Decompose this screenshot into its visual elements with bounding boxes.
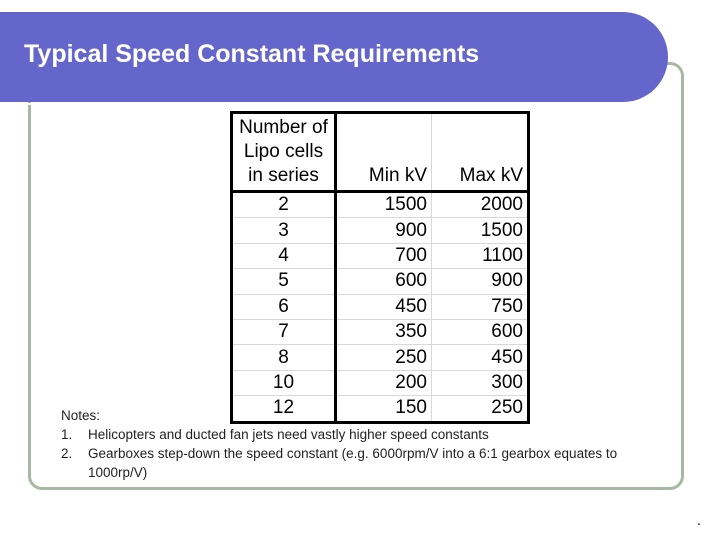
- slide-title: Typical Speed Constant Requirements: [24, 40, 480, 68]
- table-row: [232, 294, 529, 319]
- cell-max-kv: 300: [432, 370, 529, 395]
- note-number: 2.: [61, 446, 73, 461]
- table-row: [232, 192, 529, 218]
- cell-count: 3: [232, 218, 336, 243]
- title-underline: [0, 103, 638, 105]
- table-header-row: [232, 113, 529, 192]
- note-text: Gearboxes step-down the speed constant (e.g. 6000rpm/V into a 6:1 gearbox equates to 1000rp/V): [88, 446, 618, 480]
- cell-min-kv: 200: [336, 370, 432, 395]
- table-row: [232, 218, 529, 243]
- cell-min-kv: 900: [336, 218, 432, 243]
- cell-count: 5: [232, 269, 336, 294]
- footer-mark: .: [697, 512, 701, 528]
- cell-max-kv: 450: [432, 345, 529, 370]
- table-row: [232, 243, 529, 268]
- table-row: [232, 345, 529, 370]
- cell-max-kv: 250: [432, 396, 529, 422]
- cell-max-kv: 2000: [432, 192, 529, 218]
- header-min-kv: Min kV: [336, 113, 432, 192]
- cell-max-kv: 1500: [432, 218, 529, 243]
- table-row: [232, 370, 529, 395]
- notes-list: [61, 425, 661, 482]
- cell-count: 12: [232, 396, 336, 422]
- cell-min-kv: 700: [336, 243, 432, 268]
- cell-min-kv: 1500: [336, 192, 432, 218]
- cell-count: 10: [232, 370, 336, 395]
- cell-min-kv: 350: [336, 319, 432, 344]
- cell-min-kv: 600: [336, 269, 432, 294]
- notes-heading: Notes:: [61, 408, 101, 423]
- header-cells: Number of Lipo cells in series: [232, 113, 336, 192]
- cell-max-kv: 750: [432, 294, 529, 319]
- table-row: [232, 319, 529, 344]
- cell-count: 8: [232, 345, 336, 370]
- note-text: Helicopters and ducted fan jets need vastly higher speed constants: [88, 427, 489, 442]
- cell-max-kv: 600: [432, 319, 529, 344]
- cell-max-kv: 1100: [432, 243, 529, 268]
- cell-min-kv: 250: [336, 345, 432, 370]
- cell-count: 6: [232, 294, 336, 319]
- note-item: [61, 425, 661, 444]
- note-number: 1.: [61, 427, 73, 442]
- cell-min-kv: 450: [336, 294, 432, 319]
- speed-constant-table: [230, 111, 530, 424]
- cell-count: 2: [232, 192, 336, 218]
- table-row: [232, 269, 529, 294]
- note-item: [61, 444, 661, 482]
- notes-section: [61, 406, 661, 482]
- cell-count: 7: [232, 319, 336, 344]
- cell-min-kv: 150: [336, 396, 432, 422]
- cell-count: 4: [232, 243, 336, 268]
- header-max-kv: Max kV: [432, 113, 529, 192]
- cell-max-kv: 900: [432, 269, 529, 294]
